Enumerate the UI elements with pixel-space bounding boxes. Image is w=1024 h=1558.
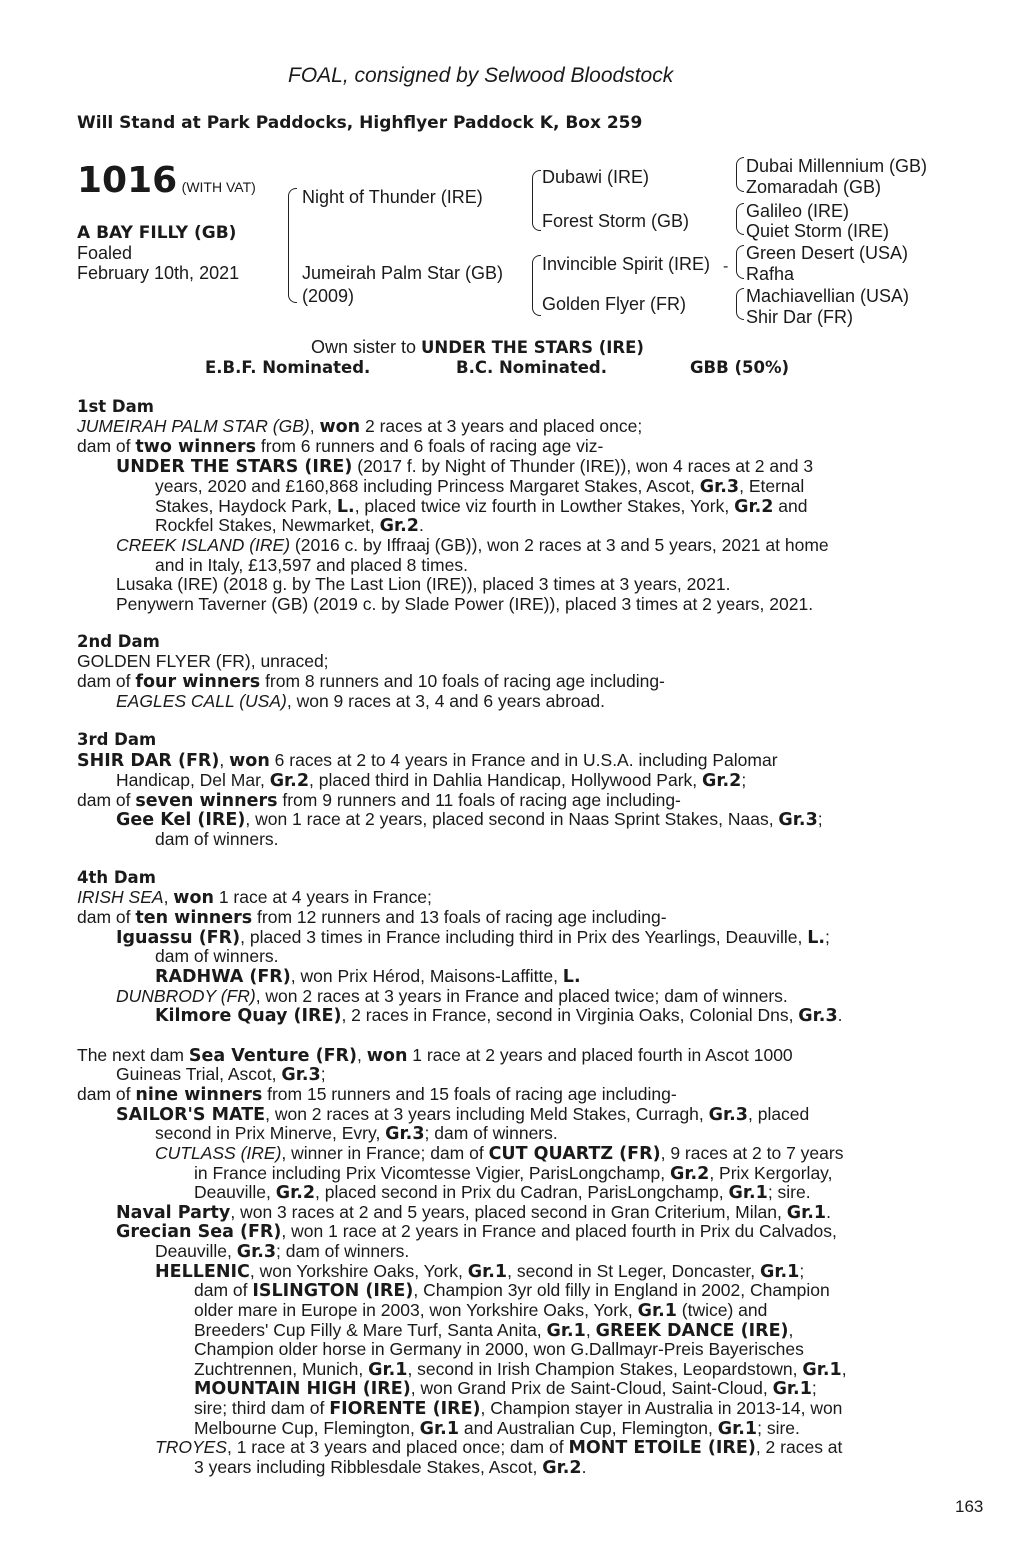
progeny-entry: UNDER THE STARS (IRE) (2017 f. by Night of Thunder (IRE)), won 4 races at 2 and 3: [116, 456, 814, 477]
page-number: 163: [955, 1497, 984, 1516]
pedigree-g1: Dubai Millennium (GB): [746, 156, 928, 176]
progeny-entry: Lusaka (IRE) (2018 g. by The Last Lion (IRE)), placed 3 times at 3 years, 2021.: [116, 574, 731, 594]
dam3-line3: dam of seven winners from 9 runners and 11 foals of racing age including-: [77, 790, 681, 811]
section-heading: 2nd Dam: [77, 632, 160, 651]
progeny-entry-cont: in France including Prix Vicomtesse Vigier, ParisLongchamp, Gr.2, Prix Kergorlay,: [194, 1163, 833, 1184]
progeny-entry-cont: second in Prix Minerve, Evry, Gr.3; dam of winners.: [155, 1123, 558, 1144]
pedigree-g3: Galileo (IRE): [746, 201, 850, 221]
progeny-entry: Penywern Taverner (GB) (2019 c. by Slade Power (IRE)), placed 3 times at 2 years, 2021.: [116, 594, 814, 614]
vat-label: (WITH VAT): [181, 179, 256, 195]
progeny-entry-cont: older mare in Europe in 2003, won Yorkshire Oaks, York, Gr.1 (twice) and: [194, 1300, 768, 1321]
dam5-line3: dam of nine winners from 15 runners and 15 foals of racing age including-: [77, 1084, 677, 1105]
progeny-entry: EAGLES CALL (USA), won 9 races at 3, 4 and 6 years abroad.: [116, 691, 605, 711]
progeny-entry: TROYES, 1 race at 3 years and placed once; dam of MONT ETOILE (IRE), 2 races at: [155, 1437, 843, 1458]
progeny-entry: HELLENIC, won Yorkshire Oaks, York, Gr.1, second in St Leger, Doncaster, Gr.1;: [155, 1261, 805, 1282]
pedigree-dam-sire: Invincible Spirit (IRE): [542, 254, 711, 274]
progeny-entry-cont: Deauville, Gr.2, placed second in Prix du Cadran, ParisLongchamp, Gr.1; sire.: [194, 1182, 811, 1203]
progeny-entry: Kilmore Quay (IRE), 2 races in France, second in Virginia Oaks, Colonial Dns, Gr.3.: [155, 1005, 843, 1026]
progeny-entry: CUTLASS (IRE), winner in France; dam of CUT QUARTZ (FR), 9 races at 2 to 7 years: [155, 1143, 844, 1164]
pedigree-g7: Machiavellian (USA): [746, 286, 910, 306]
progeny-entry-cont: years, 2020 and £160,868 including Princess Margaret Stakes, Ascot, Gr.3, Eternal: [155, 476, 805, 497]
pedigree-dam-dam: Golden Flyer (FR): [542, 294, 687, 314]
stand-location: Will Stand at Park Paddocks, Highflyer Paddock K, Box 259: [77, 113, 643, 133]
progeny-entry-cont: dam of winners.: [155, 946, 279, 966]
pedigree-dam-year: (2009): [302, 286, 355, 306]
pedigree-g5: Green Desert (USA): [746, 243, 909, 263]
progeny-entry-cont: Champion older horse in Germany in 2000, won G.Dallmayr-Preis Bayerisches: [194, 1339, 804, 1359]
own-sister-note: Own sister to UNDER THE STARS (IRE): [311, 337, 644, 357]
foaled-date: February 10th, 2021: [77, 263, 240, 283]
progeny-entry-cont: Rockfel Stakes, Newmarket, Gr.2.: [155, 515, 424, 536]
progeny-entry-cont: MOUNTAIN HIGH (IRE), won Grand Prix de Saint-Cloud, Saint-Cloud, Gr.1;: [194, 1378, 817, 1399]
foaled-label: Foaled: [77, 243, 133, 263]
dam3-line1: SHIR DAR (FR), won 6 races at 2 to 4 years in France and in U.S.A. including Palomar: [77, 750, 778, 771]
dam2-line2: dam of four winners from 8 runners and 10 foals of racing age including-: [77, 671, 665, 692]
progeny-entry: Gee Kel (IRE), won 1 race at 2 years, placed second in Naas Sprint Stakes, Naas, Gr.3;: [116, 809, 823, 830]
progeny-entry-cont: and in Italy, £13,597 and placed 8 times.: [155, 555, 468, 575]
dam5-line2: Guineas Trial, Ascot, Gr.3;: [116, 1064, 326, 1085]
pedigree-dam: Jumeirah Palm Star (GB): [302, 263, 504, 283]
pedigree-sire: Night of Thunder (IRE): [302, 187, 483, 207]
dam1-line2: dam of two winners from 6 runners and 6 foals of racing age viz-: [77, 436, 604, 457]
section-heading: 1st Dam: [77, 397, 154, 416]
progeny-entry-cont: sire; third dam of FIORENTE (IRE), Champion stayer in Australia in 2013-14, won: [194, 1398, 843, 1419]
progeny-entry: DUNBRODY (FR), won 2 races at 3 years in France and placed twice; dam of winners.: [116, 986, 788, 1006]
catalogue-header-title: FOAL, consigned by Selwood Bloodstock: [288, 64, 674, 87]
section-heading: 4th Dam: [77, 868, 156, 887]
pedigree-g2: Zomaradah (GB): [746, 177, 882, 197]
progeny-entry-cont: Melbourne Cup, Flemington, Gr.1 and Australian Cup, Flemington, Gr.1; sire.: [194, 1418, 800, 1439]
progeny-entry: Iguassu (FR), placed 3 times in France including third in Prix des Yearlings, Deauville, L.;: [116, 927, 830, 948]
pedigree-sire-dam: Forest Storm (GB): [542, 211, 690, 231]
bc-nominated: B.C. Nominated.: [456, 358, 607, 377]
ebf-nominated: E.B.F. Nominated.: [205, 358, 371, 377]
section-heading: 3rd Dam: [77, 730, 157, 749]
progeny-entry-cont: Breeders' Cup Filly & Mare Turf, Santa Anita, Gr.1, GREEK DANCE (IRE),: [194, 1320, 794, 1341]
progeny-entry-cont: dam of ISLINGTON (IRE), Champion 3yr old filly in England in 2002, Champion: [194, 1280, 830, 1301]
progeny-entry: Grecian Sea (FR), won 1 race at 2 years in France and placed fourth in Prix du Calvados,: [116, 1221, 837, 1242]
progeny-entry-cont: Stakes, Haydock Park, L., placed twice viz fourth in Lowther Stakes, York, Gr.2 and: [155, 496, 808, 517]
dam5-line1: The next dam Sea Venture (FR), won 1 race at 2 years and placed fourth in Ascot 1000: [77, 1045, 793, 1066]
progeny-entry-cont: Zuchtrennen, Munich, Gr.1, second in Irish Champion Stakes, Leopardstown, Gr.1,: [194, 1359, 847, 1380]
dam1-line1: JUMEIRAH PALM STAR (GB), won 2 races at 3 years and placed once;: [77, 416, 643, 437]
gbb-percent: GBB (50%): [690, 358, 790, 377]
pedigree-g8: Shir Dar (FR): [746, 307, 853, 327]
progeny-entry: SAILOR'S MATE, won 2 races at 3 years including Meld Stakes, Curragh, Gr.3, placed: [116, 1104, 810, 1125]
dam4-line1: IRISH SEA, won 1 race at 4 years in France;: [77, 887, 432, 908]
progeny-entry: Naval Party, won 3 races at 2 and 5 years, placed second in Gran Criterium, Milan, Gr.1.: [116, 1202, 831, 1223]
progeny-entry: RADHWA (FR), won Prix Hérod, Maisons-Laffitte, L.: [155, 966, 581, 987]
lot-name: A BAY FILLY (GB): [77, 223, 237, 243]
pedigree-g6: Rafha: [746, 264, 795, 284]
progeny-entry-cont: 3 years including Ribblesdale Stakes, Ascot, Gr.2.: [194, 1457, 587, 1478]
progeny-entry-cont: dam of winners.: [155, 829, 279, 849]
dam4-line2: dam of ten winners from 12 runners and 13 foals of racing age including-: [77, 907, 667, 928]
progeny-entry-cont: Deauville, Gr.3; dam of winners.: [155, 1241, 410, 1262]
lot-number-line: [77, 160, 256, 201]
lot-number: 1016: [77, 160, 178, 201]
pedigree-g4: Quiet Storm (IRE): [746, 221, 890, 241]
dam3-line2: Handicap, Del Mar, Gr.2, placed third in Dahlia Handicap, Hollywood Park, Gr.2;: [116, 770, 747, 791]
pedigree-sire-sire: Dubawi (IRE): [542, 167, 650, 187]
dam2-line1: GOLDEN FLYER (FR), unraced;: [77, 651, 329, 671]
progeny-entry: CREEK ISLAND (IRE) (2016 c. by Iffraaj (GB)), won 2 races at 3 and 5 years, 2021 at home: [116, 535, 829, 555]
